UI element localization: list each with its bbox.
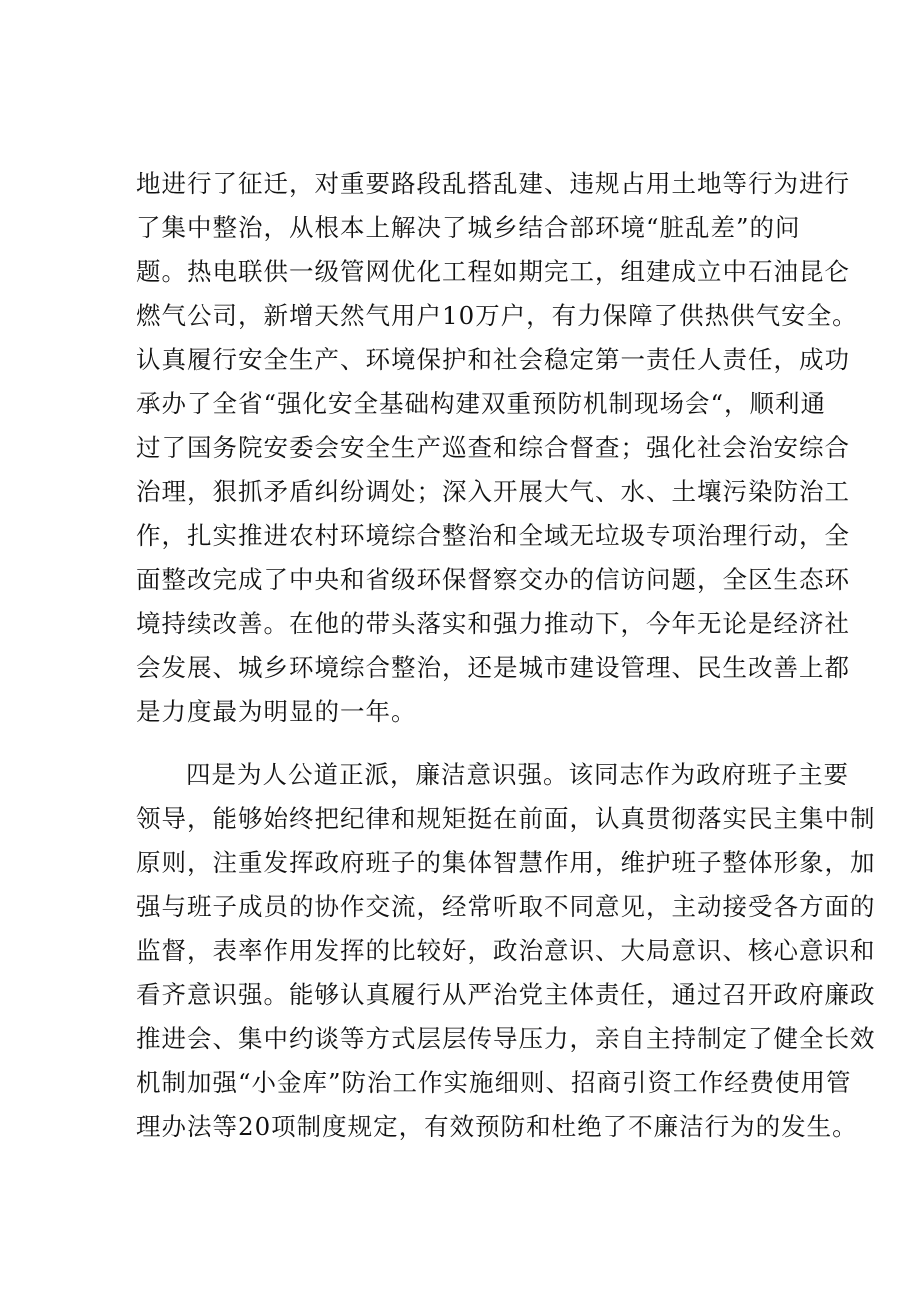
text-line: 领导，能够始终把纪律和规矩挺在前面，认真贯彻落实民主集中制 <box>136 804 876 833</box>
text-line: 作，扎实推进农村环境综合整治和全域无垃圾专项治理行动，全 <box>136 521 850 550</box>
text-line: 认真履行安全生产、环境保护和社会稳定第一责任人责任，成功 <box>136 345 850 374</box>
text-line: 推进会、集中约谈等方式层层传导压力，亲自主持制定了健全长效 <box>136 1024 876 1053</box>
text-line: 理办法等20项制度规定，有效预防和杜绝了不廉洁行为的发生。 <box>136 1112 858 1141</box>
text-line: 了集中整治，从根本上解决了城乡结合部环境“脏乱差”的问 <box>136 213 801 242</box>
text-line: 面整改完成了中央和省级环保督察交办的信访问题，全区生态环 <box>136 565 850 594</box>
text-line: 会发展、城乡环境综合整治，还是城市建设管理、民生改善上都 <box>136 653 850 682</box>
text-line: 原则，注重发挥政府班子的集体智慧作用，维护班子整体形象，加 <box>136 848 876 877</box>
text-line: 看齐意识强。能够认真履行从严治党主体责任，通过召开政府廉政 <box>136 980 876 1009</box>
text-line: 地进行了征迁，对重要路段乱搭乱建、违规占用土地等行为进行 <box>136 169 850 198</box>
text-line: 燃气公司，新增天然气用户10万户，有力保障了供热供气安全。 <box>136 301 858 330</box>
text-line: 监督，表率作用发挥的比较好，政治意识、大局意识、核心意识和 <box>136 936 876 965</box>
text-line: 境持续改善。在他的带头落实和强力推动下，今年无论是经济社 <box>136 609 850 638</box>
text-line: 机制加强“小金库”防治工作实施细则、招商引资工作经费使用管 <box>136 1068 852 1097</box>
text-line: 四是为人公道正派，廉洁意识强。该同志作为政府班子主要 <box>186 760 849 789</box>
text-line: 承办了全省“强化安全基础构建双重预防机制现场会“，顺利通 <box>136 389 827 418</box>
text-line: 题。热电联供一级管网优化工程如期完工，组建成立中石油昆仑 <box>136 257 850 286</box>
text-line: 过了国务院安委会安全生产巡查和综合督查；强化社会治安综合 <box>136 433 850 462</box>
text-line: 强与班子成员的协作交流，经常听取不同意见，主动接受各方面的 <box>136 892 876 921</box>
text-line: 是力度最为明显的一年。 <box>136 697 417 726</box>
text-line: 治理，狠抓矛盾纠纷调处；深入开展大气、水、土壤污染防治工 <box>136 477 850 506</box>
